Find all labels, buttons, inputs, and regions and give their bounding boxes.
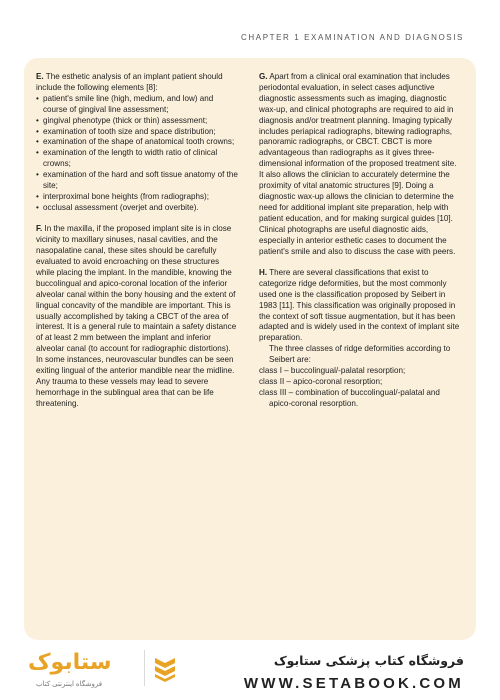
shop-url-link[interactable]: WWW.SETABOOK.COM [243,675,464,692]
seibert-class-2: class II – apico-coronal resorption; [259,376,383,386]
paragraph-g-text: Apart from a clinical oral examination that includes periodontal evaluation, in select cases adjunctive diagnostic assessments such as imaging, diagnostic wax-up, and clinical photographs are required to aid in diagnosis and/or treatment planning. Imaging typically includes periapical radiographs, bitewing radiographs, panoramic radiographs, or CBCT. CBCT is more advantageous than radiographs as it gives three-dimensional information of the proposed treatment site. It also allows the clinician to accurately determine the proximity of vital anatomic structures [9]. Doing a diagnostic wax-up allows the clinician to determine the need for additional implant site preparation, help with patient education, and for making surgical guides [10]. Clinical photographs are useful diagnostic aids, especially in anterior esthetic cases to document the patient's smile and also to discuss the case with peers. [259,72,457,256]
list-item: • examination of the length to width ratio of clinical crowns; [36,148,238,170]
list-item: • examination of the hard and soft tissue anatomy of the site; [36,170,238,192]
esthetic-elements-list [36,94,238,214]
paragraph-f-text: In the maxilla, if the proposed implant site is in close vicinity to maxillary sinuses, nasal cavities, and the nasopalatine canal, these sites should be carefully evaluated to avoid encroaching on these structures while placing the implant. In the mandible, knowing the buccolingual and apico-coronal location of the inferior alveolar canal within the bony housing and the extent of lingual concavity of the mandible are important. This is usually accomplished by taking a CBCT of the area of interest. It is a general rule to maintain a safety distance of at least 2 mm between the implant and inferior alveolar canal (to account for radiographic distortions). In some instances, neurovascular bundles can be seen exiting lingual of the anterior mandible near the midline. Any trauma to these vessels may lead to severe hemorrhage in the sublingual area that can be life threatening. [36,224,237,408]
footer-banner [0,640,500,700]
seibert-class-3: class III – combination of buccolingual/-palatal and [259,387,440,397]
seibert-class-1: class I – buccolingual/-palatal resorption; [259,366,406,376]
paragraph-e-intro: The esthetic analysis of an implant patient should include the following elements [8]: [36,72,223,92]
paragraph-e [36,72,238,214]
right-column [259,72,461,420]
paragraph-e-lead: E. [36,72,44,81]
paragraph-h-text: There are several classifications that exist to categorize ridge deformities, but the most commonly used one is the classification proposed by Seibert in 1983 [11]. This classification was originally proposed in the context of soft tissue augmentation, but it has been adapted and is widely used in the context of implant site preparation. [259,267,460,343]
logo-wordmark: ستابوک [28,650,112,675]
list-item: • examination of the shape of anatomical tooth crowns; [36,137,238,148]
book-icon [152,654,178,682]
list-item: • examination of tooth size and space distribution; [36,127,238,138]
footer-divider [144,650,145,686]
paragraph-f [36,224,238,409]
left-column [36,72,238,420]
paragraph-g [259,72,461,257]
running-head: CHAPTER 1 EXAMINATION AND DIAGNOSIS [241,33,464,42]
paragraph-g-lead: G. [259,72,268,81]
list-item: • patient's smile line (high, medium, and low) and course of gingival line assessment; [36,94,238,116]
setabook-logo[interactable] [28,648,138,698]
seibert-class-3-cont: apico-coronal resorption. [269,398,359,408]
paragraph-f-lead: F. [36,224,43,234]
logo-subtext: فروشگاه اینترنتی کتاب [36,681,103,688]
list-item: • interproximal bone heights (from radiographs); [36,192,238,203]
shop-title: فروشگاه کتاب پزشکی ستابوک [273,653,464,668]
list-item: • gingival phenotype (thick or thin) assessment; [36,116,238,127]
paragraph-h [259,268,461,410]
paragraph-h-lead: H. [259,267,268,277]
list-item: • occlusal assessment (overjet and overbite). [36,203,238,214]
seibert-intro: The three classes of ridge deformities according to Seibert are: [269,344,451,365]
